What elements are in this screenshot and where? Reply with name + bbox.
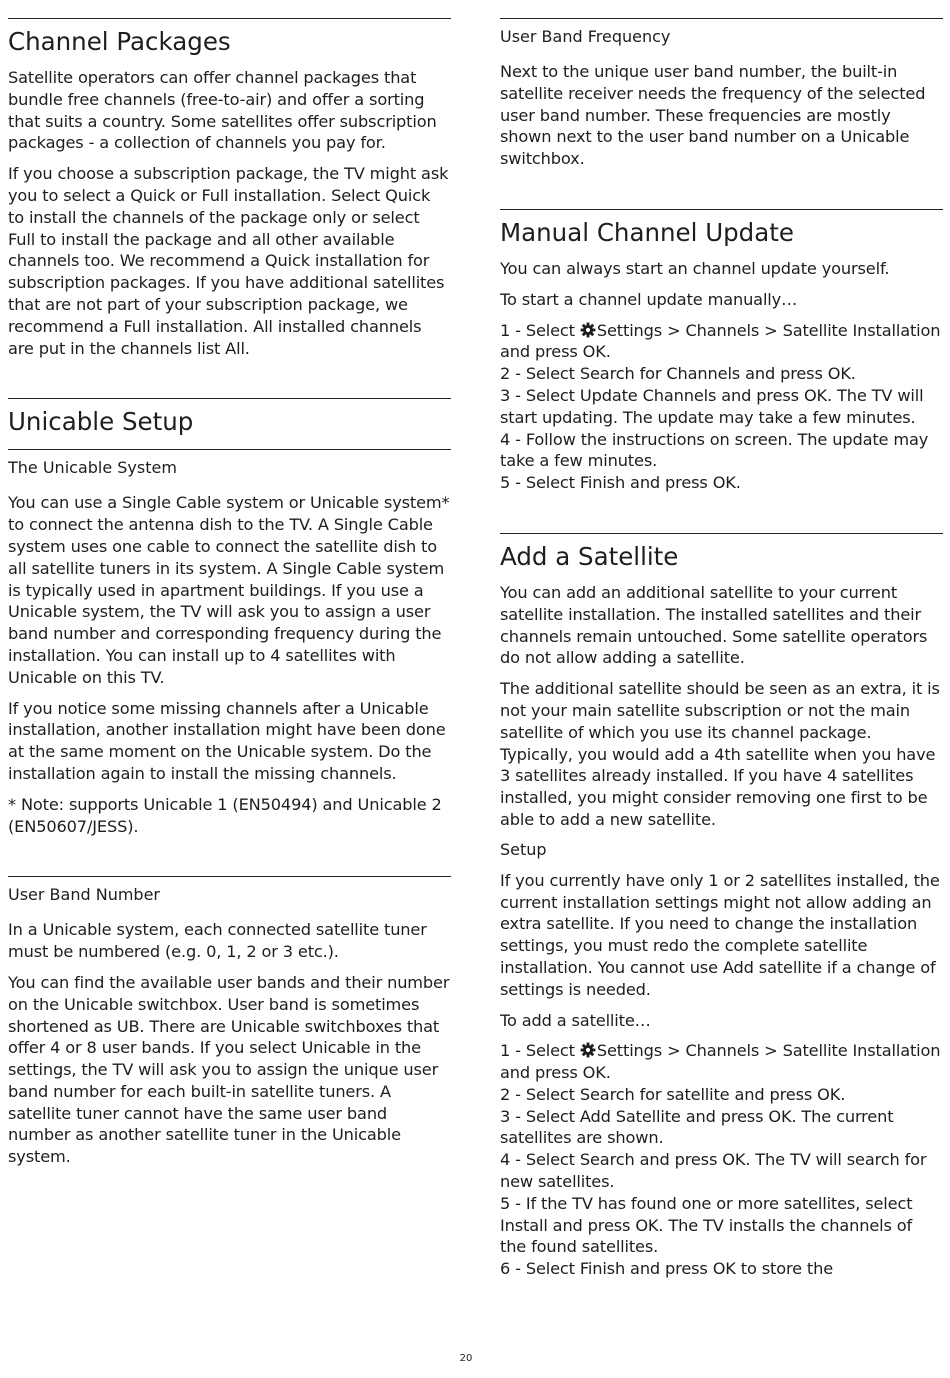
- text-run: 2 - Select: [500, 364, 580, 384]
- text-run: and press: [500, 342, 583, 362]
- text-run: 4 - Follow the instructions on screen. The update may take a few minutes.: [500, 429, 929, 471]
- text-run: and press: [625, 1259, 713, 1279]
- settings-gear-icon: [580, 322, 596, 338]
- user-band-number-paragraph-1: In a Unicable system, each connected satellite tuner must be numbered (e.g. 0, 1, 2 or 3 etc.).: [8, 920, 427, 962]
- keyword-finish: Finish: [579, 473, 626, 493]
- keyword-quick: Quick: [385, 185, 431, 205]
- keyword-search: Search: [579, 1150, 635, 1170]
- text-run: . The current satellites are shown.: [500, 1106, 894, 1148]
- section-add-satellite: [500, 533, 943, 1280]
- keyword-settings: Settings: [596, 1041, 663, 1061]
- settings-gear-icon: [580, 1042, 596, 1058]
- keyword-ok: OK: [817, 1084, 841, 1104]
- text-run: If you choose a subscription package, the TV might ask you to select a Quick or Full installation. Select: [8, 164, 449, 205]
- channel-packages-heading: Channel Packages: [8, 27, 231, 56]
- text-run: 5 - If the TV has found one or more satellites, select: [500, 1193, 913, 1213]
- user-band-frequency-paragraph: Next to the unique user band number, the built-in satellite receiver needs the frequency of the selected user band number. These frequencies are mostly shown next to the user band number on a Unicable switchbox.: [500, 62, 926, 169]
- left-column: [8, 18, 451, 1177]
- user-band-frequency-heading: User Band Frequency: [500, 27, 671, 46]
- keyword-ok: OK: [827, 364, 851, 384]
- manual-channel-update-heading: Manual Channel Update: [500, 217, 794, 247]
- text-run: .: [735, 473, 741, 493]
- text-run: and press: [547, 1215, 636, 1235]
- keyword-finish: Finish: [579, 1259, 626, 1279]
- text-run: to store the: [735, 1259, 834, 1279]
- text-run: and press: [740, 364, 828, 384]
- add-satellite-steps: [500, 1040, 943, 1280]
- section-channel-packages: [8, 18, 451, 359]
- text-run: to install the package and all other available channels too. We recommend a Quick installation for subscription packages. If you have additional satellites that are not part of your subscription package, we recommend a Full installation. All installed channels are put in the channels list All.: [8, 229, 445, 358]
- text-run: 3 - Select: [500, 1106, 580, 1126]
- section-user-band-number: [8, 876, 451, 1168]
- keyword-satellite-installation: Satellite Installation: [782, 320, 941, 340]
- channel-packages-paragraph-1: Satellite operators can offer channel packages that bundle free channels (free-to-air) and offer a sorting that suits a country. Some satellites offer subscription packages - a collection of channels you pay for.: [8, 68, 437, 153]
- text-run: and press: [729, 1084, 818, 1104]
- text-run: . The TV installs the channels of the found satellites.: [500, 1215, 913, 1257]
- keyword-satellite-installation: Satellite Installation: [782, 1041, 941, 1061]
- text-run: 1 - Select: [500, 1041, 580, 1061]
- keyword-full: Full: [8, 229, 36, 249]
- add-satellite-heading: Add a Satellite: [500, 541, 679, 571]
- text-run: 2 - Select: [500, 1084, 580, 1104]
- text-run: >: [662, 320, 686, 340]
- keyword-ok: OK: [635, 1215, 659, 1235]
- section-unicable-setup: [8, 398, 451, 837]
- unicable-paragraph-2: If you notice some missing channels after a Unicable installation, another installation might have been done at the same moment on the Unicable system. Do the installation again to install the missing channels.: [8, 698, 446, 783]
- text-run: . The TV will search for new satellites.: [500, 1150, 927, 1192]
- keyword-settings: Settings: [596, 320, 663, 340]
- text-run: to install the channels of the package only or select: [8, 207, 420, 227]
- keyword-ok: OK: [582, 1063, 606, 1083]
- text-run: and press: [625, 473, 713, 493]
- keyword-ok: OK: [722, 1150, 746, 1170]
- keyword-channels: Channels: [685, 1041, 760, 1061]
- setup-subheading: Setup: [500, 839, 547, 859]
- text-run: >: [759, 320, 783, 340]
- text-run: If you currently have only 1 or 2 satellites installed, the current installation settings might not allow adding an extra satellite. If you need to change the installation settings, you must redo the complete satellite installation. You cannot use: [500, 870, 940, 977]
- unicable-paragraph-1: You can use a Single Cable system or Unicable system* to connect the antenna dish to the TV. A Single Cable system uses one cable to connect the satellite dish to all satellite tuners in its system. A Single Cable system is typically used in apartment buildings. If you use a Unicable system, the TV will ask you to assign a user band number and corresponding frequency during the installation. You can install up to 4 satellites with Unicable on this TV.: [8, 493, 450, 687]
- manual-update-paragraph-2: To start a channel update manually…: [500, 289, 798, 309]
- right-column: [500, 18, 943, 1289]
- text-run: 5 - Select: [500, 473, 580, 493]
- user-band-number-paragraph-2: You can find the available user bands and their number on the Unicable switchbox. User band is sometimes shortened as UB. There are Unicable switchboxes that offer 4 or 8 user bands. If you select Unicable in the settings, the TV will ask you to assign the unique user band number for each built-in satellite tuners. A satellite tuner cannot have the same user band number as another satellite tuner in the Unicable system.: [8, 972, 450, 1167]
- text-run: and press: [716, 385, 804, 405]
- manual-update-paragraph-1: You can always start an channel update yourself.: [500, 258, 890, 278]
- keyword-search-for-satellite: Search for satellite: [579, 1084, 730, 1104]
- text-run: >: [662, 1041, 686, 1061]
- text-run: .: [605, 1063, 611, 1083]
- text-run: 4 - Select: [500, 1150, 580, 1170]
- add-satellite-paragraph-4: To add a satellite…: [500, 1010, 651, 1030]
- text-run: and press: [634, 1150, 723, 1170]
- keyword-ok: OK: [712, 473, 736, 493]
- keyword-update-channels: Update Channels: [579, 385, 717, 405]
- channel-packages-paragraph-2: [8, 163, 451, 359]
- text-run: if a change of settings is needed.: [500, 957, 936, 999]
- text-run: and press: [680, 1106, 769, 1126]
- add-satellite-paragraph-2: The additional satellite should be seen as an extra, it is not your main satellite subscription or not the main satellite of which you use its channel package. Typically, you would add a 4th satellite when you have 3 satellites already installed. If you have 4 satellites installed, you might consider removing one first to be able to add a new satellite.: [500, 679, 940, 829]
- page-number: 20: [459, 1353, 473, 1364]
- keyword-channels: Channels: [685, 320, 760, 340]
- unicable-system-subheading: The Unicable System: [8, 458, 177, 478]
- section-user-band-frequency: [500, 18, 943, 170]
- keyword-ok: OK: [803, 385, 828, 405]
- keyword-add-satellite-option: Add Satellite: [579, 1106, 681, 1126]
- keyword-ok: OK: [712, 1259, 736, 1279]
- text-run: .: [850, 364, 856, 384]
- text-run: 1 - Select: [500, 320, 580, 340]
- text-run: . The TV will start updating. The update may take a few minutes.: [500, 385, 924, 427]
- add-satellite-paragraph-3: [500, 870, 943, 1001]
- keyword-search-for-channels: Search for Channels: [579, 364, 741, 384]
- text-run: and press: [500, 1063, 583, 1083]
- manual-update-steps: [500, 320, 943, 494]
- text-run: 3 - Select: [500, 385, 580, 405]
- text-run: 6 - Select: [500, 1259, 580, 1279]
- keyword-add-satellite: Add satellite: [722, 957, 822, 977]
- keyword-ok: OK: [768, 1106, 792, 1126]
- text-run: .: [840, 1084, 846, 1104]
- user-band-number-heading: User Band Number: [8, 885, 160, 905]
- keyword-ok: OK: [582, 342, 606, 362]
- keyword-install: Install: [500, 1215, 548, 1235]
- add-satellite-paragraph-1: You can add an additional satellite to your current satellite installation. The installed satellites and their channels remain untouched. Some satellite operators do not allow adding a satellite.: [500, 582, 928, 668]
- subsection-unicable-system: [8, 449, 451, 837]
- text-run: .: [605, 342, 611, 362]
- unicable-setup-heading: Unicable Setup: [8, 407, 194, 437]
- text-run: >: [759, 1041, 783, 1061]
- unicable-note: * Note: supports Unicable 1 (EN50494) and Unicable 2 (EN50607/JESS).: [8, 794, 442, 836]
- section-manual-channel-update: [500, 209, 943, 494]
